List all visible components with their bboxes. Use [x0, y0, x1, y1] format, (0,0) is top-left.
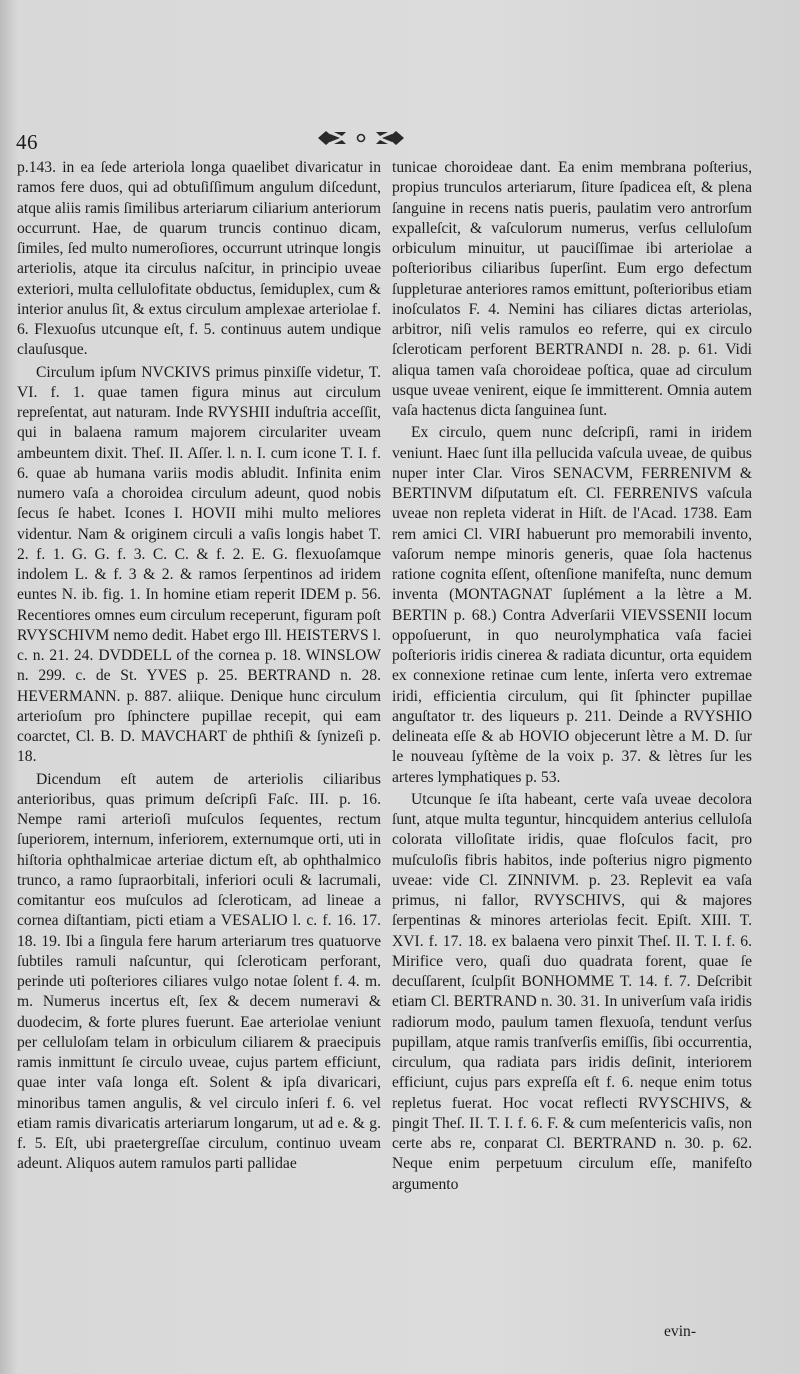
paragraph: Circulum ipſum NVCKIVS primus pinxiſſe videtur, T. VI. f. 1. quae tamen figura minus aut circulum repreſentat, aut naturam. Inde RVYSHII induſtria acceſſit, qui in balaena ramum majorem circulariter uveam ambeuntem dixit. Theſ. II. Aſſer. l. n. I. cum icone T. I. f. 6. quae ab humana variis modis abludit. Infinita enim numero vaſa a choroidea circulum adeunt, quod nobis ſecus ſe habet. Icones I. HOVII mihi multo meliores videntur. Nam & originem circuli a vaſis longis habet T. 2. f. 1. G. G. f. 3. C. C. & f. 2. E. G. flexuoſamque indolem L. & f. 3 & 2. & ramos ſerpentinos ad iridem euntes N. ib. fig. 1. In homine etiam reperit IDEM p. 56. Recentiores omnes eum circulum receperunt, figuram poſt RVYSCHIVM nemo dedit. Habet ergo Ill. HEISTERVS l. c. n. 21. 24. DVDDELL of the cornea p. 18. WINSLOW n. 299. c. de St. YVES p. 25. BERTRAND n. 28. HEVERMANN. p. 887. aliique. Denique hunc circulum arterioſum pro ſphinctere pupillae recepit, qui eam coarctet, Cl. B. D. MAVCHART de phthiſi & ſynizeſi p. 18.	[17, 363, 381, 766]
paragraph: p.143. in ea ſede arteriola longa quaelibet divaricatur in ramos fere duos, qui ad obtuſiſſimum angulum diſcedunt, atque aliis ramis ſimilibus arteriarum ciliarium anteriorum occurrunt. Hae, de quarum truncis continuo dicam, ſimiles, ſed multo numeroſiores, occurrunt utrinque longis arteriolis, atque ita circulus naſcitur, in principio uveae exteriori, multa cellulofitate obductus, ſemiduplex, cum & interior anulus ſit, & extus circulum amplexae arteriolae f. 6. Flexuoſus utcunque eſt, f. 5. continuus autem undique clauſusque.	[17, 159, 381, 359]
paragraph: Utcunque ſe iſta habeant, certe vaſa uveae decolora ſunt, atque multa teguntur, hincquidem anterius celluloſa colorata villoſitate iridis, quae floſculos facit, pro muſculoſis fibris habitos, inde poſterius nigro pigmento uveae: vide Cl. ZINNIVM. p. 23. Replevit ea vaſa primus, ni fallor, RVYSCHIVS, qui & majores ſerpentinas & minores arteriolas fecit. Epiſt. XIII. T. XVI. f. 17. 18. ex balaena vero pinxit Theſ. II. T. I. f. 6. Mirifice vero, quaſi duo quadrata forent, quae ſe decuſſarent, ſculpſit BONHOMME T. 14. f. 7. Deſcribit etiam Cl. BERTRAND n. 30. 31. In univerſum vaſa iridis radiorum modo, paulum tamen flexuoſa, tendunt verſus pupillam, atque ramis tranſverſis emiſſis, ſibi occurrentia, circulum, qua radiata pars iridis deſinit, interiorem efficiunt, cujus pars expreſſa eſt f. 6. neque enim totus repletus fuerat. Hoc vocat reflecti RVYSCHIVS, & pingit Theſ. II. T. I. f. 6. F. & cum meſentericis vaſis, non certe abs re, conparat Cl. BERTRAND n. 30. p. 62. Neque enim perpetuum circulum eſſe, manifeſto argumento	[392, 790, 752, 1193]
paragraph: Ex circulo, quem nunc deſcripſi, rami in iridem veniunt. Haec ſunt illa pellucida vaſcula uveae, de quibus nuper inter Clar. Viros SENACVM, FERRENIVM & BERTINVM diſputatum eſt. Cl. FERRENIVS vaſcula uveae non repleta viderat in Hiſt. de l'Acad. 1738. Eam rem amici Cl. VIRI habuerunt pro memorabili invento, vaſorum nempe minoris generis, quae ſola hactenus ratione cognita eſſent, oſtenſione manifeſta, nunc demum inventa (MONTAGNAT ſuplément a la lètre a M. BERTIN p. 68.) Contra Adverſarii VIEVSSENII locum oppoſuerunt, in quo neurolymphatica vaſa faciei poſterioris iridis cinerea & radiata dicuntur, orta equidem ex connexione retinae cum lente, inſerta vero extremae iridi, efficientia circulum, qui ſit ſphincter pupillae anguſtator tr. des liqueurs p. 211. Deinde a RVYSHIO delineata eſſe & ab HOVIO objecerunt lètre a M. D. ſur le nouveau ſyſtème de la voix p. 37. & lètres ſur les arteres lymphatiques p. 53.	[392, 424, 752, 786]
paragraph: tunicae choroideae dant. Ea enim membrana poſterius, propius trunculos arteriarum, ſiture ſpadicea eſt, & plena ſanguine in recens natis pueris, paulatim vero antrorſum expallеſcit, & vaſculorum numerus, verſus celluloſum orbiculum minuitur, ut pauciſſimae ibi arteriolae a poſterioribus ciliaribus ſuperſint. Eum ergo defectum ſuppleturae anteriores ramos emittunt, poſterioribus etiam inoſculatos F. 4. Nemini has ciliares dictas arteriolas, arbitror, niſi velis ramulos eo referre, qui ex circulo ſcleroticam perforent BERTRANDI n. 28. p. 61. Vidi aliqua tamen vaſa choroideae poſtica, quae ad circulum usque uveae venirent, eique ſe immitterent. Omnia autem vaſa hactenus dicta ſanguinea ſunt.	[392, 159, 752, 419]
decorative-ornament-icon	[316, 126, 406, 150]
catchword: evin-	[664, 1323, 697, 1340]
right-column	[392, 158, 752, 1195]
left-column	[17, 158, 381, 1175]
page-header	[0, 124, 800, 154]
paragraph: Dicendum eſt autem de arteriolis ciliaribus anterioribus, quas primum deſcripſi Faſc. III. p. 16. Nempe rami arterioſi muſculos ſequentes, rectum ſuperiorem, internum, inferiorem, externumque orti, uti in hiſtoria ophthalmicae arteriae dictum eſt, ab ophthalmico trunco, a ramo ſupraorbitali, inferiori oculi & lacrumali, comitantur eos muſculos ad ſcleroticam, ad lineae a cornea diſtantiam, picti etiam a VESALIO l. c. f. 16. 17. 18. 19. Ibi a ſingula fere harum arteriarum tres quatuorve ſubtiles ramuli naſcuntur, qui ſcleroticam perforant, perinde uti poſteriores ciliares vulgo notae ſolent f. 4. m. m. Numerus incertus eſt, ſex & decem numeravi & duodecim, & forte plures fuerunt. Eae arteriolae veniunt per celluloſam telam in orbiculum ciliarem & praecipuis ramis inmittunt ſe circulo uveae, cujus partem efficiunt, quae inter vaſa longa eſt. Solent & ipſa divaricari, minoribus tamen angulis, & vel circulo inſeri f. 6. vel etiam ramis divaricatis arteriarum longarum, ut ad e. & g. f. 5. Eſt, ubi praetergreſſae circulum, continuo uveam adeunt. Aliquos autem ramulos parti pallidae	[17, 770, 381, 1173]
page-number: 46	[16, 130, 38, 154]
